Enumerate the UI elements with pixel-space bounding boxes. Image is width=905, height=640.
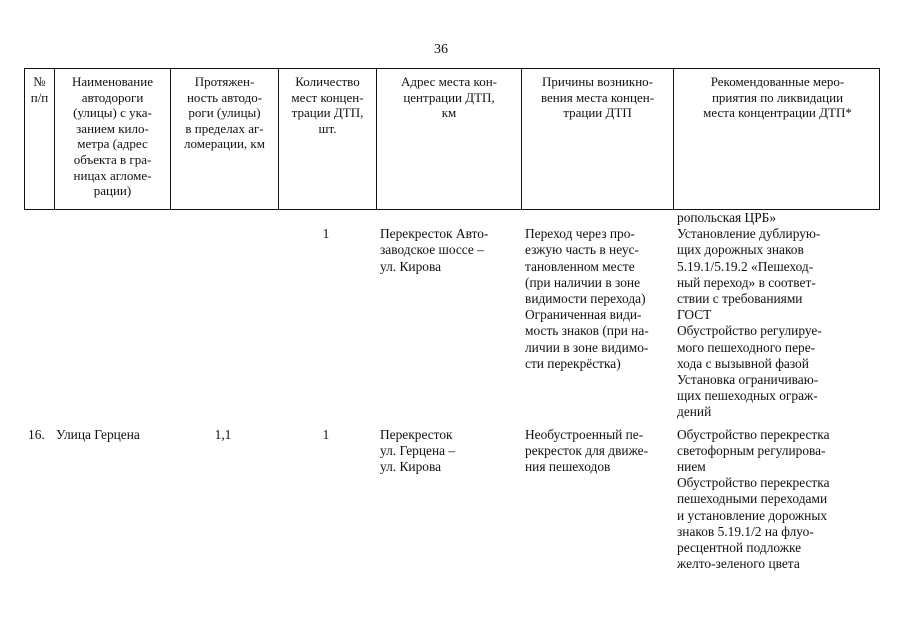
text-line: Причины возникно- <box>542 74 653 89</box>
text-line: рекресток для движе- <box>525 442 649 458</box>
text-line: нием <box>677 459 706 475</box>
text-line: тановленном месте <box>525 258 635 274</box>
table-header <box>24 68 880 210</box>
cell-length <box>169 210 277 421</box>
header-num <box>25 69 54 209</box>
cell-road-name: Улица Герцена <box>56 426 140 442</box>
text-line: мест концен- <box>291 89 364 105</box>
text-line: роги (улицы) <box>188 105 261 121</box>
header-length <box>170 69 278 209</box>
cell-causes <box>520 210 672 421</box>
count-value: 1 <box>322 226 330 242</box>
text-line: трации ДТП, <box>291 105 364 121</box>
text-line: сти перекрёстка) <box>525 355 621 371</box>
cell-num <box>24 210 53 421</box>
table-row <box>24 427 880 573</box>
cell-causes <box>520 427 672 573</box>
text-line: № <box>33 74 46 89</box>
header-measures <box>673 69 881 209</box>
cell-length: 1,1 <box>214 426 232 442</box>
text-line: Необустроенный пе- <box>525 426 644 442</box>
cell-measures <box>672 427 880 573</box>
text-line: желто-зеленого цвета <box>677 556 800 572</box>
text-line: заводское шоссе – <box>380 242 484 258</box>
text-line: ул. Герцена – <box>380 442 456 458</box>
text-line: центрации ДТП, <box>403 89 495 105</box>
text-line: приятия по ликвидации <box>711 89 844 105</box>
text-line: объекта в гра- <box>73 151 152 167</box>
text-line: знаков 5.19.1/2 на флуо- <box>677 523 814 539</box>
text-line: ломерации, км <box>184 136 265 152</box>
table-row <box>24 210 880 421</box>
text-line: ул. Кирова <box>380 459 442 475</box>
text-line: ния пешеходов <box>525 459 611 475</box>
header-address <box>376 69 521 209</box>
text-line: Количество <box>295 74 360 89</box>
text-line: (улицы) с ука- <box>73 105 152 121</box>
text-line: мость знаков (при на- <box>525 323 649 339</box>
text-line: ность автодо- <box>186 89 263 105</box>
page-number: 36 <box>434 42 448 57</box>
text-line: Обустройство перекрестка <box>677 475 830 491</box>
text-line: Перекресток <box>380 426 453 442</box>
cell-road-name <box>53 210 169 421</box>
text-line: шт. <box>318 120 337 136</box>
text-line: дений <box>677 404 712 420</box>
text-line: ресцентной подложке <box>677 540 802 556</box>
text-line: Адрес места кон- <box>400 74 497 89</box>
cell-count: 1 <box>322 426 330 442</box>
text-line: личии в зоне видимо- <box>525 339 649 355</box>
table-body <box>24 210 880 572</box>
text-line: Установление дублирую- <box>677 226 821 242</box>
text-line: Переход через про- <box>525 226 635 242</box>
text-line: вения места концен- <box>540 89 655 105</box>
cell-num: 16. <box>28 426 45 442</box>
text-line: ул. Кирова <box>380 258 442 274</box>
cell-measures <box>672 210 880 421</box>
text-line: автодороги <box>81 89 144 105</box>
text-line: Обустройство регулируе- <box>677 323 822 339</box>
text-line: Наименование <box>72 74 153 89</box>
text-line: щих дорожных знаков <box>677 242 804 258</box>
cell-address <box>375 210 520 421</box>
cell-address <box>375 427 520 573</box>
text-line: Перекресток Авто- <box>380 226 489 242</box>
text-line: ницах агломе- <box>73 167 152 183</box>
text-line: щих пешеходных ограж- <box>677 388 818 404</box>
text-line: видимости перехода) <box>525 291 646 306</box>
text-line: Ограниченная види- <box>525 307 642 323</box>
text-line: хода с вызывной фазой <box>677 355 809 371</box>
text-line: пешеходными переходами <box>677 491 828 507</box>
text-line: светофорным регулирова- <box>677 442 826 458</box>
text-line: (при наличии в зоне <box>525 274 641 290</box>
text-line: Установка ограничиваю- <box>677 372 819 388</box>
text-line: Протяжен- <box>194 74 255 89</box>
text-line: Рекомендованные меро- <box>710 74 845 89</box>
text-line: метра (адрес <box>77 136 148 152</box>
header-causes <box>521 69 673 209</box>
text-line: ропольская ЦРБ» <box>677 210 777 225</box>
text-line: трации ДТП <box>563 105 632 121</box>
text-line: км <box>441 105 457 121</box>
text-line: и установление дорожных <box>677 507 828 523</box>
text-line: рации) <box>93 183 132 199</box>
cell-count <box>277 210 375 421</box>
text-line: 5.19.1/5.19.2 «Пешеход- <box>677 258 814 274</box>
header-count <box>278 69 376 209</box>
text-line: мого пешеходного пере- <box>677 339 816 355</box>
text-line: места концентрации ДТП* <box>703 105 852 121</box>
text-line: ГОСТ <box>677 307 712 323</box>
text-line: п/п <box>30 89 49 105</box>
text-line: Обустройство перекрестка <box>677 426 830 442</box>
text-line: ный переход» в соответ- <box>677 274 816 290</box>
text-line: ствии с требованиями <box>677 291 803 307</box>
text-line: занием кило- <box>76 120 149 136</box>
text-line: в пределах аг- <box>185 120 264 136</box>
text-line: езжую часть в неус- <box>525 242 639 258</box>
header-road-name <box>54 69 170 209</box>
